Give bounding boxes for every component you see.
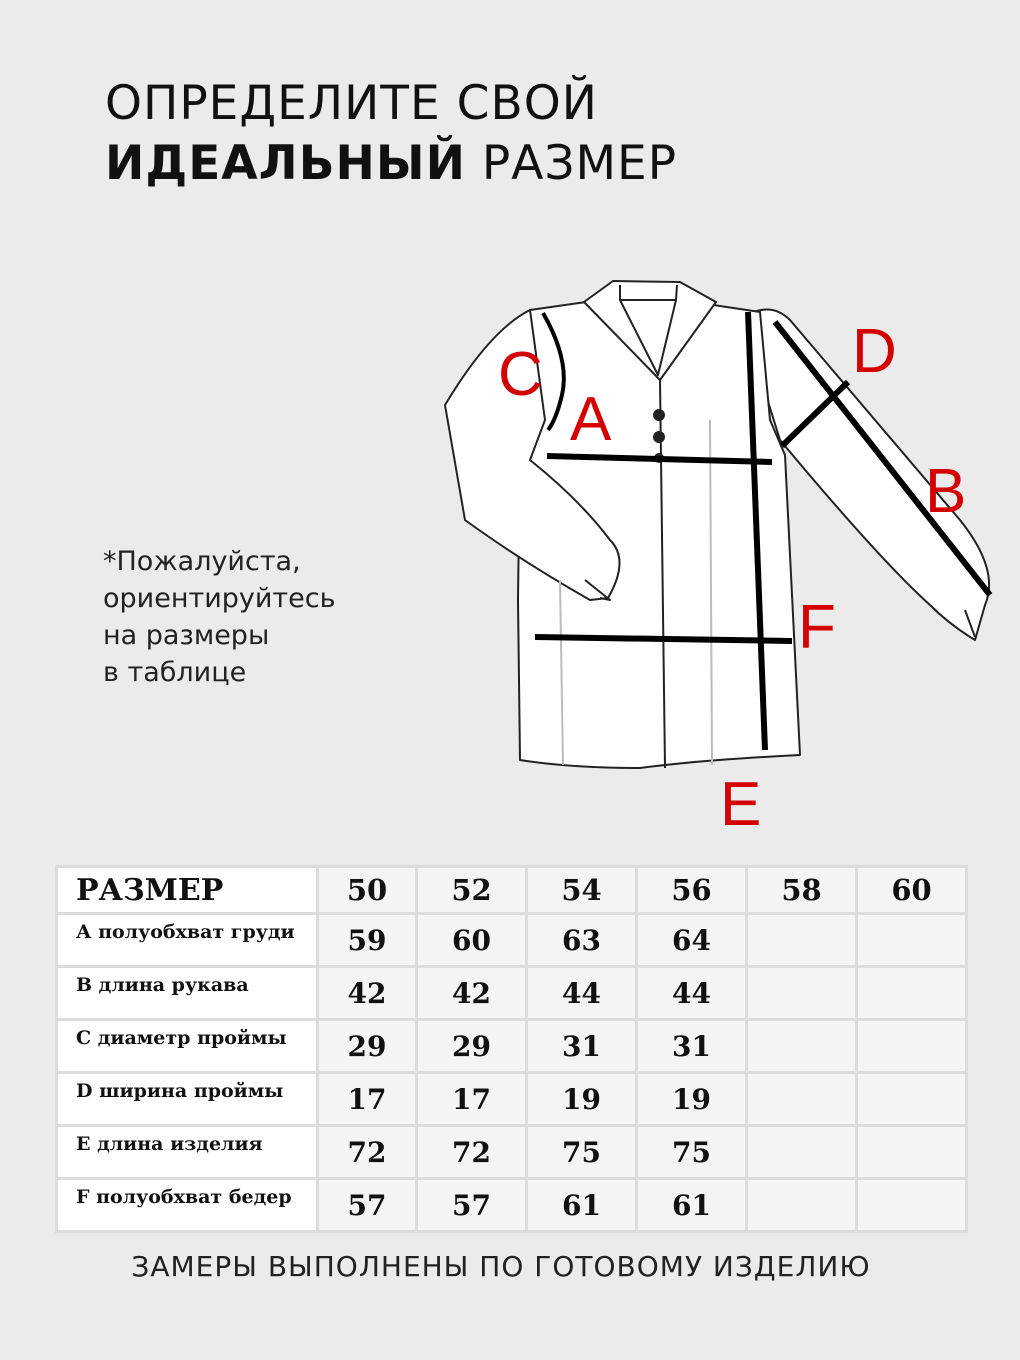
measurement-value: 29 (319, 1021, 415, 1071)
measurement-value (748, 1074, 855, 1124)
title-bold-word: ИДЕАЛЬНЫЙ (105, 136, 466, 191)
measurement-value: 19 (638, 1074, 745, 1124)
note-line: *Пожалуйста, (103, 546, 301, 577)
measurement-value: 57 (418, 1180, 525, 1230)
measurement-value: 42 (418, 968, 525, 1018)
measurement-label: B длина рукава (58, 968, 316, 1018)
measurement-value: 31 (528, 1021, 635, 1071)
measurement-value (748, 1180, 855, 1230)
size-header: 52 (418, 868, 525, 912)
label-d: D (852, 317, 897, 386)
measurement-value: 31 (638, 1021, 745, 1071)
measurement-value (858, 1127, 965, 1177)
header-label: РАЗМЕР (58, 868, 316, 912)
measurement-label: Е длина изделия (58, 1127, 316, 1177)
measurement-value: 17 (418, 1074, 525, 1124)
measurement-value: 59 (319, 915, 415, 965)
measurement-value (858, 1021, 965, 1071)
size-table (55, 865, 968, 1233)
measurement-label: D ширина проймы (58, 1074, 316, 1124)
measurement-value: 29 (418, 1021, 525, 1071)
measurement-label: F полуобхват бедер (58, 1180, 316, 1230)
size-header: 50 (319, 868, 415, 912)
size-header: 60 (858, 868, 965, 912)
table-row (58, 1180, 965, 1230)
measurement-value: 63 (528, 915, 635, 965)
measurement-value: 44 (528, 968, 635, 1018)
measurement-value: 64 (638, 915, 745, 965)
table-row (58, 915, 965, 965)
title-rest: РАЗМЕР (465, 136, 678, 191)
button (653, 409, 665, 421)
label-f: F (798, 593, 836, 662)
page-title-line1: ОПРЕДЕЛИТЕ СВОЙ (105, 76, 598, 131)
table-row (58, 1021, 965, 1071)
note-line: на размеры (103, 620, 270, 651)
measurement-value: 57 (319, 1180, 415, 1230)
label-c: C (498, 340, 543, 409)
size-header: 56 (638, 868, 745, 912)
table-row (58, 968, 965, 1018)
table-row (58, 1127, 965, 1177)
measurement-value: 19 (528, 1074, 635, 1124)
measurement-value: 72 (319, 1127, 415, 1177)
measurement-value (858, 968, 965, 1018)
measurement-value (748, 968, 855, 1018)
label-a: A (570, 385, 612, 454)
size-header: 54 (528, 868, 635, 912)
size-header: 58 (748, 868, 855, 912)
measurement-value: 42 (319, 968, 415, 1018)
footer-note: ЗАМЕРЫ ВЫПОЛНЕНЫ ПО ГОТОВОМУ ИЗДЕЛИЮ (131, 1250, 871, 1283)
measurement-value: 17 (319, 1074, 415, 1124)
measurement-value: 75 (638, 1127, 745, 1177)
measurement-value: 60 (418, 915, 525, 965)
table-header-row (58, 868, 965, 912)
measurement-value: 44 (638, 968, 745, 1018)
measurement-value (748, 1127, 855, 1177)
table-row (58, 1074, 965, 1124)
measurement-label: С диаметр проймы (58, 1021, 316, 1071)
measurement-value (748, 1021, 855, 1071)
measure-line-f (535, 637, 792, 641)
measurement-value (858, 915, 965, 965)
measurement-value (858, 1074, 965, 1124)
label-b: B (925, 457, 967, 526)
measurement-value: 61 (638, 1180, 745, 1230)
measurement-value: 75 (528, 1127, 635, 1177)
measurement-value: 72 (418, 1127, 525, 1177)
measurement-label: А полуобхват груди (58, 915, 316, 965)
label-e: E (720, 770, 762, 839)
measurement-value (858, 1180, 965, 1230)
note-line: ориентируйтесь (103, 583, 336, 614)
button (653, 431, 665, 443)
note-line: в таблице (103, 657, 247, 688)
measurement-value: 61 (528, 1180, 635, 1230)
measurement-value (748, 915, 855, 965)
